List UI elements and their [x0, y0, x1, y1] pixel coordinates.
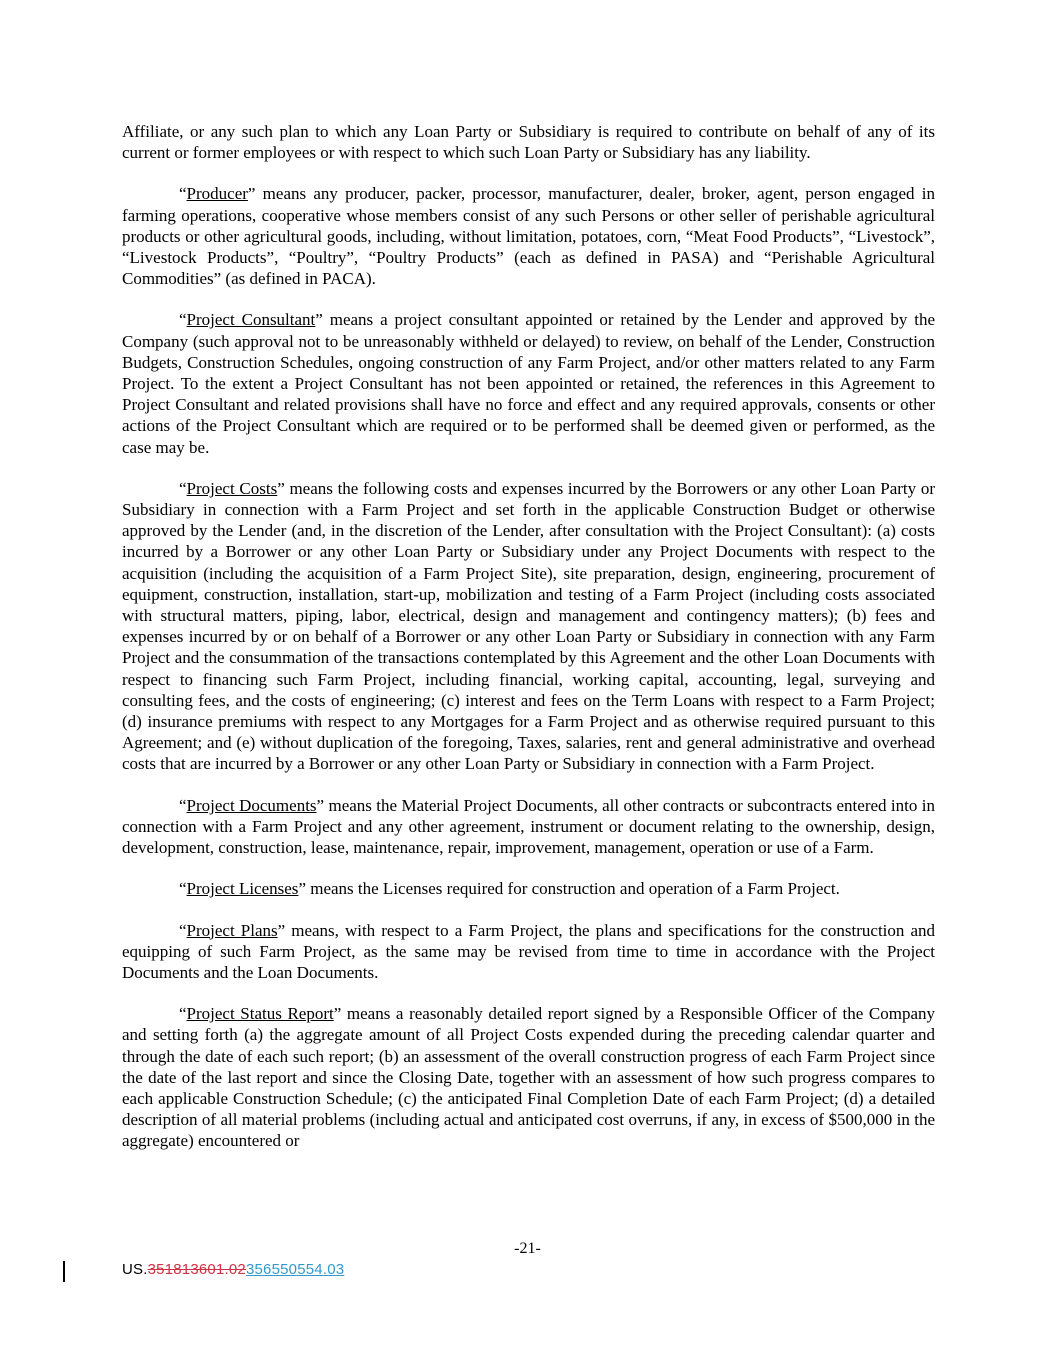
paragraph-project-plans [122, 920, 935, 984]
defined-term-project-costs: Project Costs [186, 478, 278, 498]
doc-ref-deleted: 351813601.02 [147, 1261, 246, 1278]
page-number: -21- [514, 1240, 541, 1257]
doc-ref-prefix: US. [122, 1261, 148, 1278]
defined-term-project-licenses: Project Licenses [186, 879, 299, 899]
paragraph-project-documents [122, 795, 935, 859]
paragraph-text: ” means, with respect to a Farm Project, the plans and specifications for the construction and equipping of such Farm Project, as the same may be revised from time to time in accordance with the Project Documents and the Loan Documents. [122, 920, 935, 982]
paragraph-text: ” means the Licenses required for construction and operation of a Farm Project. [298, 879, 840, 899]
open-quote: “ [179, 478, 187, 498]
doc-ref-inserted: 356550554.03 [245, 1261, 345, 1278]
paragraph-project-costs [122, 478, 935, 775]
paragraph-project-status-report [122, 1003, 935, 1151]
paragraph-text: ” means a reasonably detailed report signed by a Responsible Officer of the Company and setting forth (a) the aggregate amount of all Project Costs expended during the preceding calendar quarter and through the date of each such report; (b) an assessment of the overall construction progress of each Farm Project since the date of the last report and since the Closing Date, together with an assessment of how such progress compares to each applicable Construction Schedule; (c) the anticipated Final Completion Date of each Farm Project; (d) a detailed description of all material problems (including actual and anticipated cost overruns, if any, in excess of $500,000 in the aggregate) encountered or [122, 1004, 935, 1151]
defined-term-project-plans: Project Plans [186, 920, 278, 940]
paragraph-text: ” means the Material Project Documents, all other contracts or subcontracts entered into in connection with a Farm Project and any other agreement, instrument or document relating to the ownership, design, development, construction, lease, maintenance, repair, improvement, management, operation or use of a Farm. [122, 795, 935, 858]
paragraph-text: ” means a project consultant appointed or retained by the Lender and approved by the Company (such approval not to be unreasonably withheld or delayed) to review, on behalf of the Lender, Construction Budgets, Construction Schedules, ongoing construction of any Farm Project, and/or other matters related to any Farm Project. To the extent a Project Consultant has not been appointed or retained, the references in this Agreement to Project Consultant and related provisions shall have no force and effect and any required approvals, consents or other actions of the Project Consultant which are required or to be performed shall be deemed given or performed, as the case may be. [122, 310, 935, 457]
open-quote: “ [179, 920, 187, 940]
open-quote: “ [179, 879, 187, 899]
paragraph-text: ” means the following costs and expenses incurred by the Borrowers or any other Loan Party or Subsidiary in connection with a Farm Project and set forth in the applicable Construction Budget or otherwise approved by the Lender (and, in the discretion of the Lender, after consultation with the Project Consultant): (a) costs incurred by a Borrower or any other Loan Party or Subsidiary under any Project Documents with respect to the acquisition (including the acquisition of a Farm Project Site), site preparation, design, engineering, procurement of equipment, construction, installation, start-up, mobilization and testing of a Farm Project (including costs associated with structural matters, piping, labor, electrical, design and management and contingency matters); (b) fees and expenses incurred by or on behalf of a Borrower or any other Loan Party or Subsidiary in connection with any Farm Project and the consummation of the transactions contemplated by this Agreement and the other Loan Documents with respect to financing such Farm Project, including financial, working capital, accounting, legal, surveying and consulting fees, and the costs of engineering; (c) interest and fees on the Term Loans with respect to a Farm Project; (d) insurance premiums with respect to any Mortgages for a Farm Project and as otherwise required pursuant to this Agreement; and (e) without duplication of the foregoing, Taxes, salaries, rent and general administrative and overhead costs that are incurred by a Borrower or any other Loan Party or Subsidiary in connection with a Farm Project. [122, 478, 935, 774]
open-quote: “ [179, 310, 187, 330]
document-text [122, 121, 935, 1152]
open-quote: “ [179, 184, 187, 204]
open-quote: “ [179, 795, 187, 815]
defined-term-project-consultant: Project Consultant [186, 310, 316, 330]
paragraph-producer [122, 183, 935, 289]
defined-term-project-documents: Project Documents [186, 795, 317, 815]
document-reference [122, 1261, 344, 1278]
change-bar [63, 1261, 65, 1282]
paragraph-text: Affiliate, or any such plan to which any Loan Party or Subsidiary is required to contribute on behalf of any of its current or former employees or with respect to which such Loan Party or Subsidiary has any liability. [122, 122, 935, 163]
paragraph-text: ” means any producer, packer, processor, manufacturer, dealer, broker, agent, person engaged in farming operations, cooperative whose members consist of any such Persons or other seller of perishable agricultural products or other agricultural goods, including, without limitation, potatoes, corn, “Meat Food Products”, “Livestock”, “Livestock Products”, “Poultry”, “Poultry Products” (each as defined in PASA) and “Perishable Agricultural Commodities” (as defined in PACA). [122, 184, 935, 289]
paragraph-project-consultant [122, 309, 935, 457]
defined-term-project-status-report: Project Status Report [186, 1004, 334, 1024]
defined-term-producer: Producer [186, 184, 248, 204]
paragraph-affiliate-continuation [122, 121, 935, 163]
open-quote: “ [179, 1004, 187, 1024]
paragraph-project-licenses [122, 878, 935, 899]
